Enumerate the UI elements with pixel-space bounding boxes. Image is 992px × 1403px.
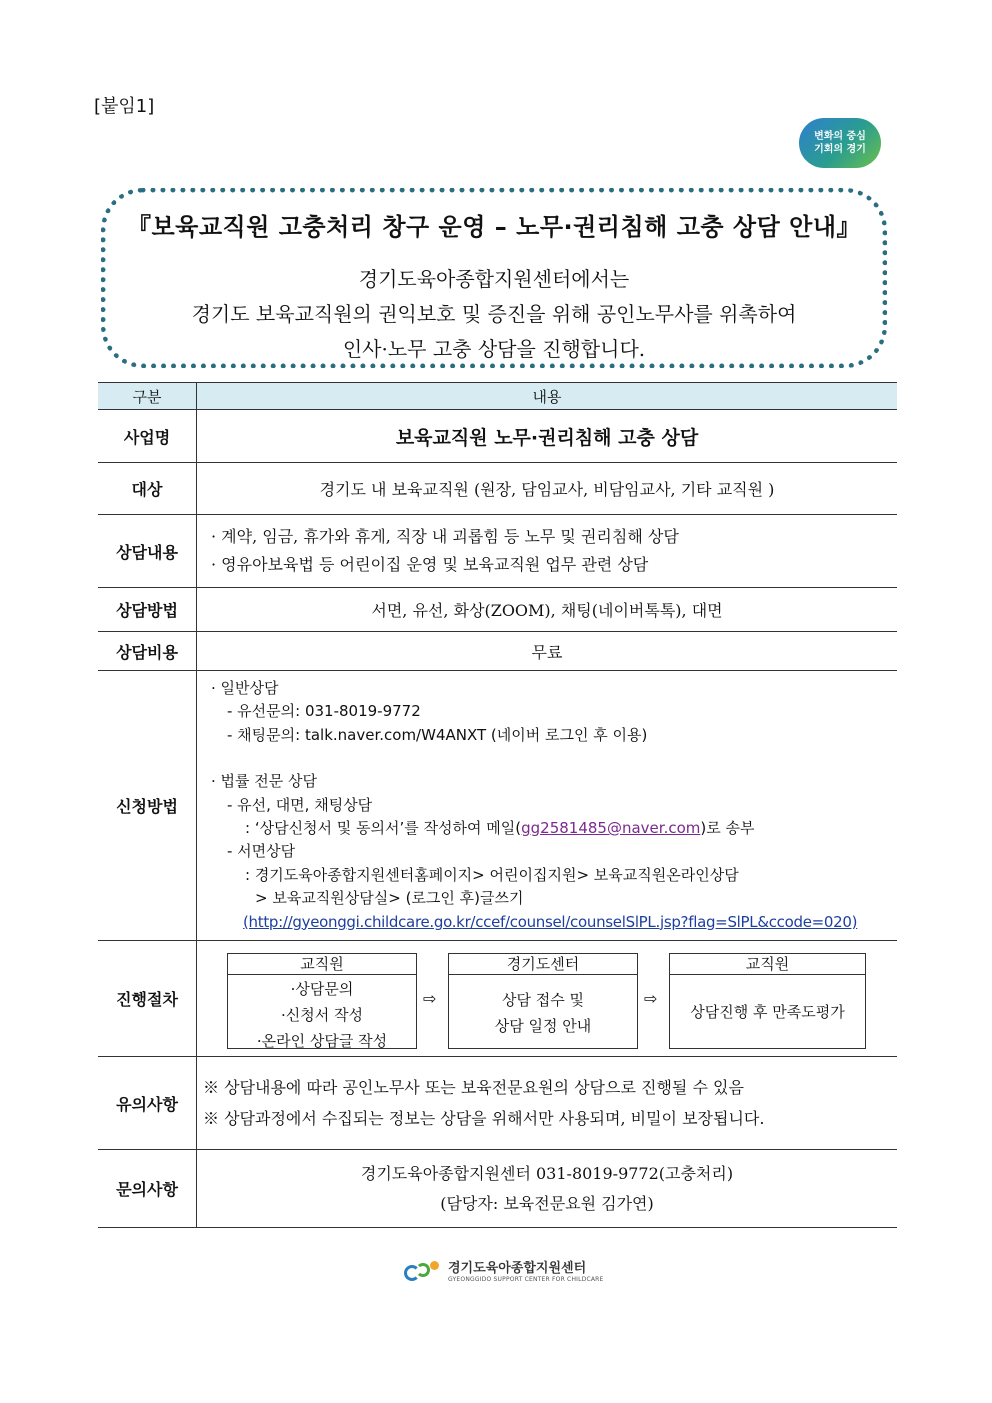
badge-line2: 기회의 경기 xyxy=(814,144,866,155)
row-process xyxy=(98,941,897,1057)
step1-line: ·상담문의 xyxy=(290,980,354,998)
step2-body xyxy=(449,975,637,1039)
step2-line: 상담 접수 및 xyxy=(502,991,584,1009)
notice-box xyxy=(101,188,887,368)
label-business: 사업명 xyxy=(98,410,197,463)
process-step-2 xyxy=(448,953,638,1049)
legal-suffix: )로 송부 xyxy=(700,819,755,837)
inquiry-line2: (담당자: 보육전문요원 김가연) xyxy=(440,1193,654,1213)
apply-legal: · 법률 전문 상담 xyxy=(211,772,318,791)
step2-line: 상담 일정 안내 xyxy=(494,1017,592,1035)
notice-line1: 경기도육아종합지원센터에서는 xyxy=(358,267,630,291)
label-method: 상담방법 xyxy=(98,588,197,632)
apply-written-path2: > 보육교직원상담실> (로그인 후)글쓰기 xyxy=(255,889,524,908)
counsel-url-link[interactable]: (http://gyeonggi.childcare.go.kr/ccef/counsel/counselSlPL.jsp?flag=SlPL&ccode=020) xyxy=(243,912,858,931)
badge-line1: 변화의 중심 xyxy=(814,131,866,142)
step3-line: 상담진행 후 만족도평가 xyxy=(690,1003,845,1021)
content-item: · 영유아보육법 등 어린이집 운영 및 보육교직원 업무 관련 상담 xyxy=(211,555,649,574)
value-apply xyxy=(197,671,898,941)
note-item: ※ 상담내용에 따라 공인노무사 또는 보육전문요원의 상담으로 진행될 수 있음 xyxy=(203,1078,744,1097)
step1-line: ·신청서 작성 xyxy=(281,1006,363,1024)
label-process: 진행절차 xyxy=(98,941,197,1057)
footer-logo xyxy=(404,1259,604,1285)
process-step-1 xyxy=(227,953,417,1049)
slogan-badge xyxy=(799,118,881,168)
attachment-label: [붙임1] xyxy=(94,96,155,117)
apply-legal-modes: - 유선, 대면, 채팅상담 xyxy=(227,795,373,814)
process-step-3 xyxy=(669,953,866,1049)
email-link[interactable]: gg2581485@naver.com xyxy=(521,819,701,837)
apply-general: · 일반상담 xyxy=(211,678,279,697)
apply-legal-email-line xyxy=(211,817,897,840)
label-content: 상담내용 xyxy=(98,515,197,588)
step3-body xyxy=(670,975,865,1025)
inquiry-line1: 경기도육아종합지원센터 031-8019-9772(고충처리) xyxy=(360,1163,734,1183)
value-process xyxy=(197,941,898,1057)
notice-line2: 경기도 보육교직원의 권익보호 및 증진을 위해 공인노무사를 위촉하여 xyxy=(191,302,797,326)
value-notes xyxy=(197,1057,898,1150)
legal-prefix: : ‘상담신청서 및 동의서’를 작성하여 메일( xyxy=(245,819,522,837)
label-notes: 유의사항 xyxy=(98,1057,197,1150)
value-method: 서면, 유선, 화상(ZOOM), 채팅(네이버톡톡), 대면 xyxy=(197,588,898,632)
row-apply xyxy=(98,671,897,941)
arrow-icon: ⇨ xyxy=(644,989,658,1008)
value-target: 경기도 내 보육교직원 (원장, 담임교사, 비담임교사, 기타 교직원 ) xyxy=(197,463,898,515)
label-apply: 신청방법 xyxy=(98,671,197,941)
label-inquiry: 문의사항 xyxy=(98,1150,197,1228)
apply-written: - 서면상담 xyxy=(227,842,296,861)
header-content: 내용 xyxy=(197,383,898,410)
step1-body xyxy=(228,975,416,1054)
apply-written-path1: : 경기도육아종합지원센터홈페이지> 어린이집지원> 보육교직원온라인상담 xyxy=(245,865,739,884)
footer-name: 경기도육아종합지원센터 xyxy=(448,1260,587,1276)
step3-head: 교직원 xyxy=(670,954,865,975)
table-header xyxy=(98,383,897,410)
step2-head: 경기도센터 xyxy=(449,954,637,975)
center-logo-icon xyxy=(404,1259,442,1285)
row-inquiry xyxy=(98,1150,897,1228)
label-target: 대상 xyxy=(98,463,197,515)
row-business xyxy=(98,410,897,463)
notice-body xyxy=(106,262,882,367)
row-target xyxy=(98,463,897,515)
apply-url xyxy=(211,911,897,934)
step1-line: ·온라인 상담글 작성 xyxy=(256,1032,388,1050)
content-item: · 계약, 임금, 휴가와 휴게, 직장 내 괴롭힘 등 노무 및 권리침해 상담 xyxy=(211,527,679,546)
header-label: 구분 xyxy=(98,383,197,410)
label-cost: 상담비용 xyxy=(98,632,197,671)
row-cost xyxy=(98,632,897,671)
value-business: 보육교직원 노무·권리침해 고충 상담 xyxy=(197,410,898,463)
apply-phone: - 유선문의: 031-8019-9772 xyxy=(227,702,421,721)
row-notes xyxy=(98,1057,897,1150)
notice-title: 『보육교직원 고충처리 창구 운영 – 노무·권리침해 고충 상담 안내』 xyxy=(126,213,862,241)
info-table xyxy=(98,382,897,1228)
row-content xyxy=(98,515,897,588)
footer-sub: GYEONGGIDO SUPPORT CENTER FOR CHILDCARE xyxy=(448,1275,604,1283)
arrow-icon: ⇨ xyxy=(423,989,437,1008)
note-item: ※ 상담과정에서 수집되는 정보는 상담을 위해서만 사용되며, 비밀이 보장됩니다. xyxy=(203,1109,765,1128)
step1-head: 교직원 xyxy=(228,954,416,975)
apply-chat: - 채팅문의: talk.naver.com/W4ANXT (네이버 로그인 후 이용) xyxy=(227,725,648,744)
row-method xyxy=(98,588,897,632)
notice-line3: 인사·노무 고충 상담을 진행합니다. xyxy=(342,337,646,361)
value-content xyxy=(197,515,898,588)
value-inquiry xyxy=(197,1150,898,1228)
value-cost: 무료 xyxy=(197,632,898,671)
